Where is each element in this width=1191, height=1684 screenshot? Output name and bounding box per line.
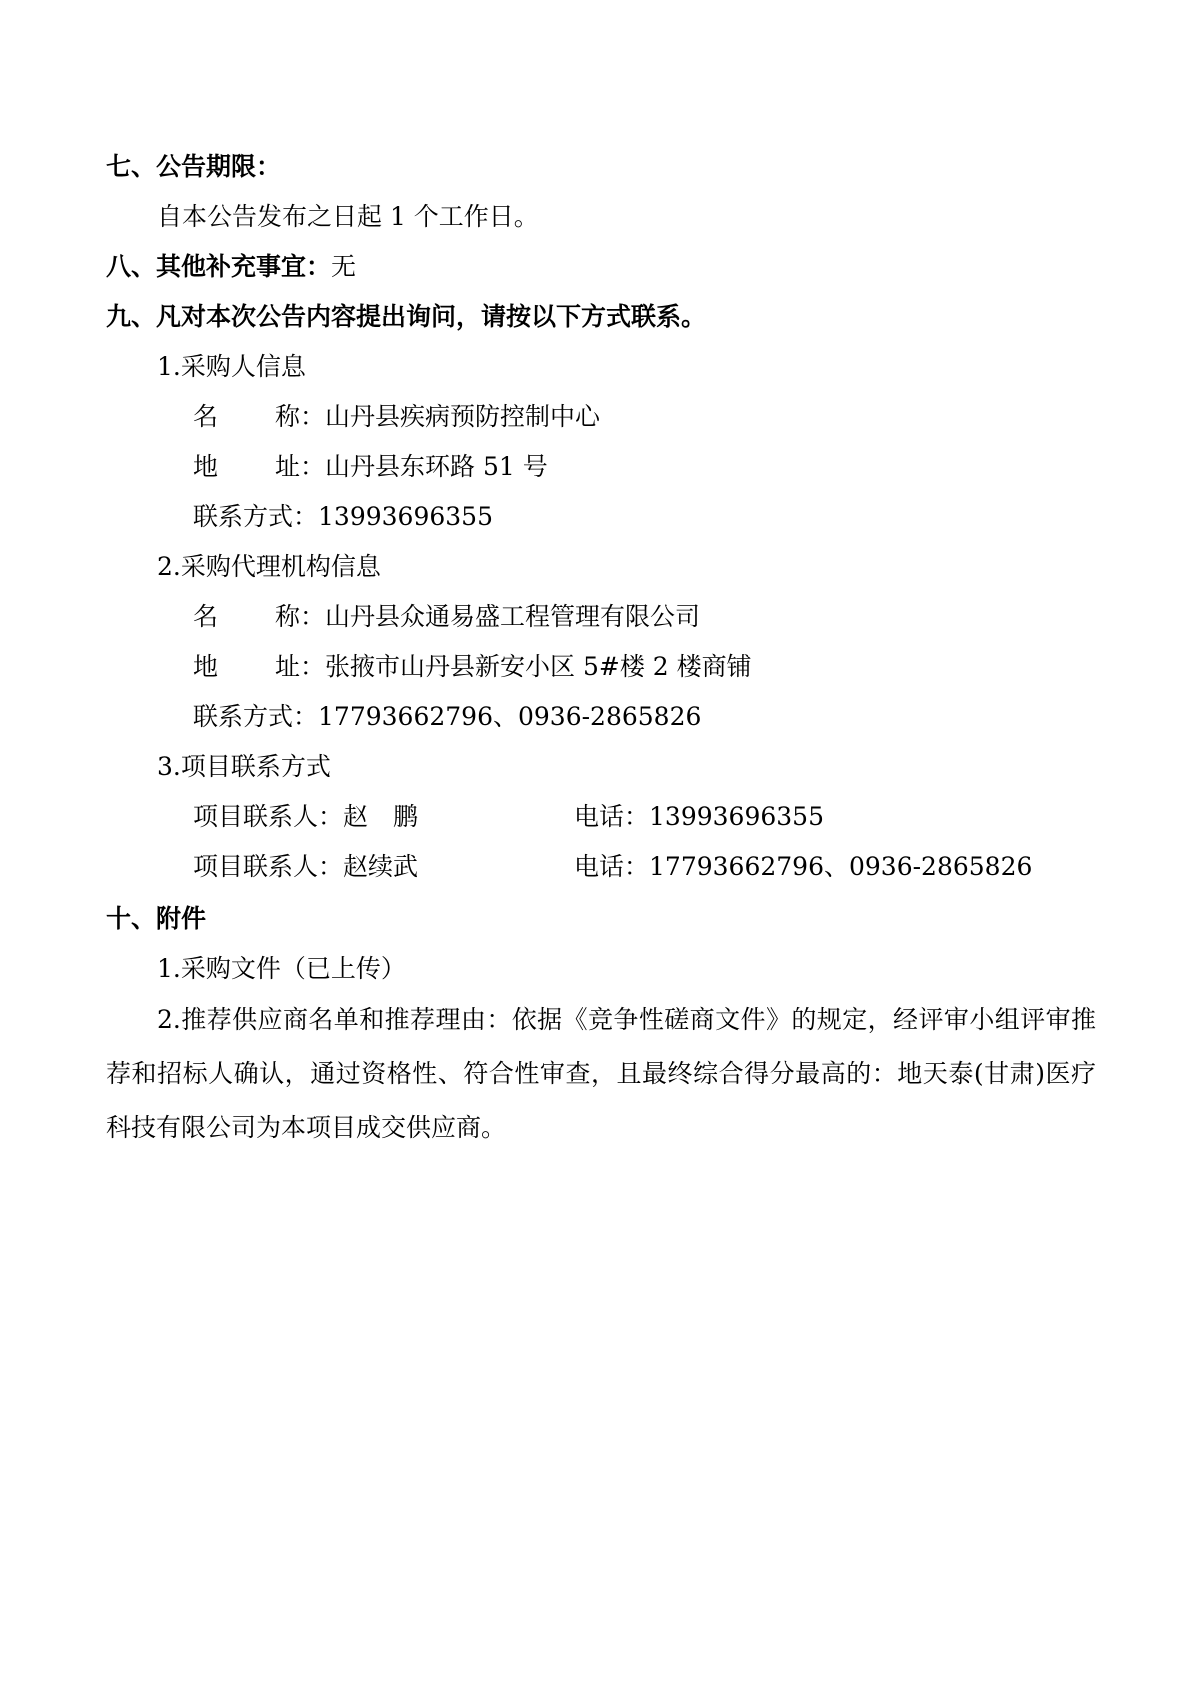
addr-label-b: 址：	[275, 652, 326, 681]
phone-label: 电话：	[574, 802, 650, 831]
purchaser-heading: 1.采购人信息	[157, 352, 306, 381]
project-contact-heading: 3.项目联系方式	[157, 752, 331, 781]
project-contact-label: 项目联系人：	[193, 852, 344, 881]
purchaser-address: 山丹县东环路 51 号	[325, 452, 548, 481]
attachment-item-2: 2.推荐供应商名单和推荐理由：依据《竞争性磋商文件》的规定，经评审小组评审推荐和招标人确认，通过资格性、符合性审查，且最终综合得分最高的：地天泰(甘肃)医疗科技有限公司为本项目成交供应商。	[106, 1005, 1096, 1142]
addr-label-a: 地	[193, 652, 219, 681]
agency-name: 山丹县众通易盛工程管理有限公司	[325, 602, 701, 631]
agency-contact: 17793662796、0936-2865826	[318, 702, 702, 731]
section-10-title: 十、附件	[106, 904, 207, 933]
purchaser-contact-row	[193, 502, 493, 532]
name-label-a: 名	[193, 402, 219, 431]
attachment-item-1: 1.采购文件（已上传）	[157, 954, 406, 983]
contact-label: 联系方式：	[193, 702, 319, 731]
agency-heading: 2.采购代理机构信息	[157, 552, 381, 581]
section-7-body: 自本公告发布之日起 1 个工作日。	[157, 202, 539, 231]
section-8-value: 无	[331, 252, 357, 281]
project-contact-phone	[574, 802, 824, 832]
name-label-b: 称：	[275, 602, 326, 631]
agency-address-row	[193, 652, 752, 682]
project-contact-phone	[574, 852, 1032, 882]
purchaser-name-row	[193, 402, 600, 432]
phone-value: 13993696355	[649, 802, 824, 831]
purchaser-contact: 13993696355	[318, 502, 493, 531]
project-contact-label: 项目联系人：	[193, 802, 344, 831]
project-contact-row	[193, 802, 1191, 832]
section-7-title: 七、公告期限：	[106, 152, 282, 181]
addr-label-a: 地	[193, 452, 219, 481]
section-8-line	[106, 252, 356, 282]
purchaser-name: 山丹县疾病预防控制中心	[325, 402, 601, 431]
project-contact-name: 赵 鹏	[343, 802, 419, 831]
name-label-b: 称：	[275, 402, 326, 431]
purchaser-address-row	[193, 452, 548, 482]
agency-contact-row	[193, 702, 701, 732]
phone-value: 17793662796、0936-2865826	[649, 852, 1033, 881]
agency-address: 张掖市山丹县新安小区 5#楼 2 楼商铺	[325, 652, 752, 681]
project-contact-name: 赵续武	[343, 852, 419, 881]
name-label-a: 名	[193, 602, 219, 631]
section-8-title: 八、其他补充事宜：	[106, 252, 332, 281]
agency-name-row	[193, 602, 700, 632]
contact-label: 联系方式：	[193, 502, 319, 531]
section-9-title: 九、凡对本次公告内容提出询问，请按以下方式联系。	[106, 302, 707, 331]
addr-label-b: 址：	[275, 452, 326, 481]
project-contact-row	[193, 852, 1191, 882]
phone-label: 电话：	[574, 852, 650, 881]
